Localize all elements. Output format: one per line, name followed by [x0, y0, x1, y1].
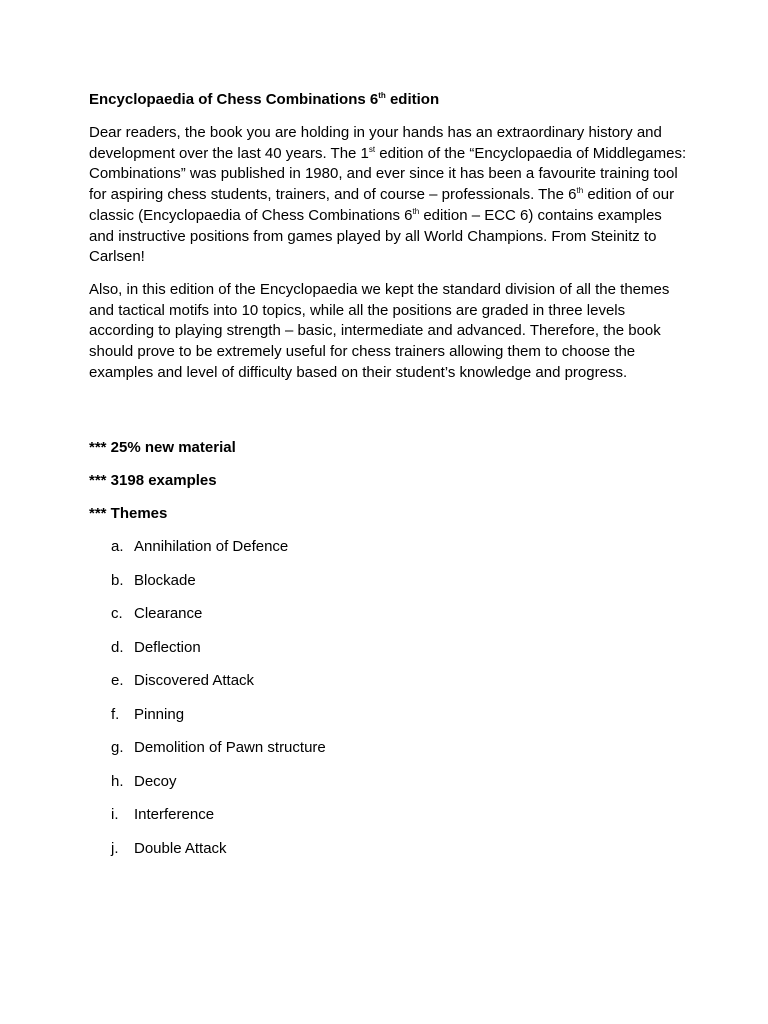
document-title — [89, 90, 689, 110]
theme-label: Clearance — [134, 605, 203, 623]
theme-marker: d. — [111, 638, 124, 656]
intro-superscript-3: th — [412, 206, 420, 216]
division-paragraph: Also, in this edition of the Encyclopaedia we kept the standard division of all the themes and tactical motifs into 10 topics, while all the positions are graded in three levels according to playing strength – basic, intermediate and advanced. Therefore, the book should prove to be extremely useful for chess trainers allowing them to choose the examples and level of difficulty based on their student’s knowledge and progress. — [89, 280, 670, 381]
theme-label: Annihilation of Defence — [134, 538, 289, 556]
theme-marker: a. — [111, 538, 124, 556]
theme-item — [89, 537, 689, 557]
theme-marker: h. — [111, 772, 124, 790]
theme-label: Pinning — [134, 705, 185, 723]
theme-item — [89, 671, 689, 691]
theme-marker: b. — [111, 571, 124, 589]
intro-superscript-1: st — [368, 144, 376, 154]
theme-label: Demolition of Pawn structure — [134, 739, 326, 757]
theme-item — [89, 638, 689, 658]
theme-marker: c. — [111, 605, 123, 623]
intro-text-1: Dear readers, the book you are holding in your hands has an extraordinary history and development over the last 40 years. The 1 — [89, 124, 662, 162]
theme-marker: e. — [111, 672, 124, 690]
theme-marker: i. — [111, 806, 119, 824]
theme-marker: g. — [111, 739, 124, 757]
title-tail: edition — [385, 91, 440, 108]
theme-marker: f. — [111, 705, 120, 723]
theme-label: Decoy — [134, 772, 177, 790]
theme-item — [89, 705, 689, 725]
theme-label: Interference — [134, 806, 215, 824]
intro-text-4: edition – ECC 6) contains examples and instructive positions from games played by all World Champions. From Steinitz to Carlsen! — [89, 206, 662, 266]
intro-text-3: edition of our classic (Encyclopaedia of Chess Combinations 6 — [89, 186, 675, 224]
theme-item — [89, 738, 689, 758]
highlight-examples: *** 3198 examples — [89, 472, 217, 490]
theme-label: Deflection — [134, 638, 201, 656]
theme-item — [89, 571, 689, 591]
theme-label: Discovered Attack — [134, 672, 255, 690]
themes-list — [89, 537, 689, 859]
theme-item — [89, 805, 689, 825]
title-superscript: th — [378, 91, 386, 100]
intro-superscript-2: th — [576, 186, 584, 196]
theme-label: Double Attack — [134, 839, 227, 857]
theme-label: Blockade — [134, 571, 196, 589]
theme-item — [89, 839, 689, 859]
theme-marker: j. — [111, 839, 119, 857]
section-spacer — [89, 395, 689, 438]
highlight-themes-heading: *** Themes — [89, 505, 168, 523]
theme-item — [89, 604, 689, 624]
document-page — [89, 90, 689, 872]
theme-item — [89, 772, 689, 792]
intro-text-2: edition of the “Encyclopaedia of Middlegames: Combinations” was published in 1980, and ever since it has been a favourite training tool for aspiring chess students, trainers, and of course – professionals. The 6 — [89, 144, 687, 204]
title-main: Encyclopaedia of Chess Combinations 6 — [89, 91, 379, 108]
highlight-new-material: *** 25% new material — [89, 439, 236, 457]
intro-paragraph — [89, 123, 689, 268]
